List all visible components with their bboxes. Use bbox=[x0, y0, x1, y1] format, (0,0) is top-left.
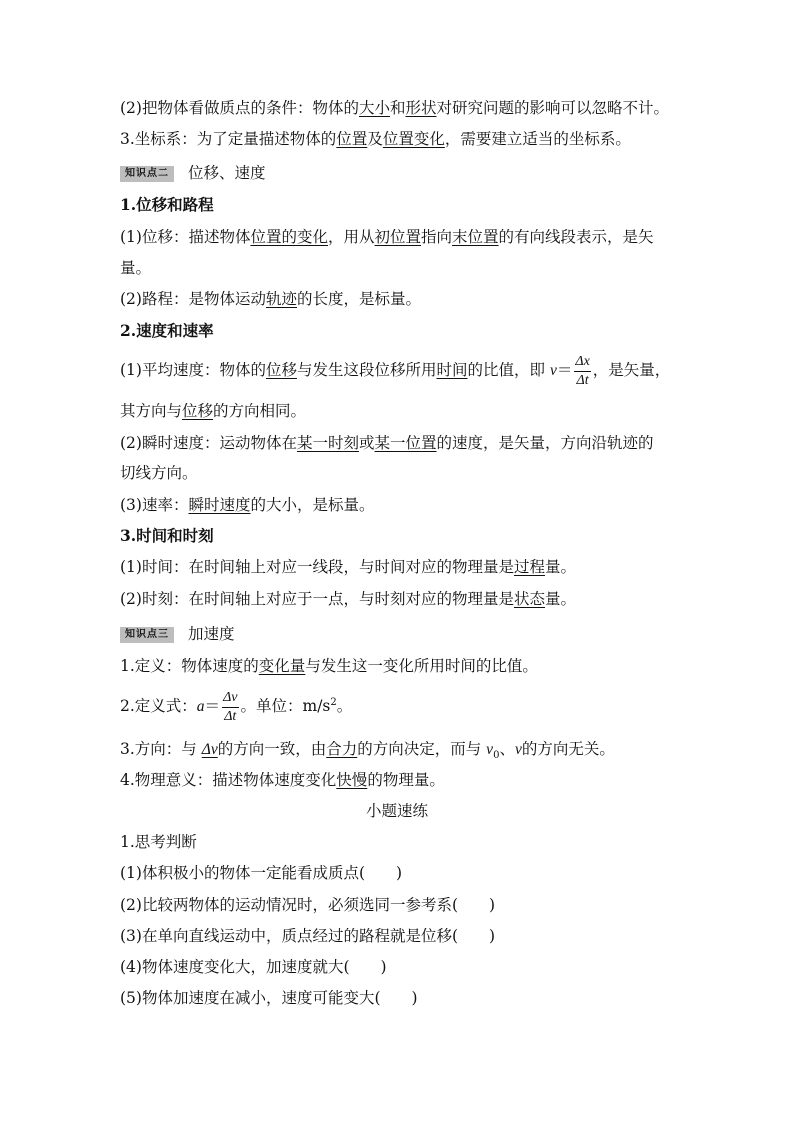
text-line bbox=[120, 738, 615, 761]
text: (1)位移：描述物体 bbox=[120, 228, 251, 246]
text: 与发生这一变化所用时间的比值。 bbox=[305, 657, 538, 675]
text-line bbox=[120, 226, 654, 248]
underlined-term: 合力 bbox=[326, 740, 358, 758]
text: (2)把物体看做质点的条件：物体的 bbox=[120, 99, 359, 117]
text: (1)平均速度：物体的 bbox=[120, 361, 266, 379]
text: (1)时间：在时间轴上对应一线段，与时间对应的物理量是 bbox=[120, 558, 514, 576]
text: 其方向与 bbox=[120, 402, 183, 420]
fraction-denominator: Δt bbox=[224, 708, 237, 724]
question-item: (5)物体加速度在减小，速度可能变大( ) bbox=[120, 989, 418, 1007]
text: 、 bbox=[499, 740, 515, 758]
text: 与发生这段位移所用 bbox=[296, 361, 437, 379]
underlined-term: 位移 bbox=[265, 361, 297, 379]
text: 。单位：m/s bbox=[240, 697, 331, 715]
formula-fraction bbox=[222, 691, 238, 724]
underlined-term: 形状 bbox=[405, 99, 437, 117]
text-line bbox=[120, 769, 445, 791]
underlined-term: 位置的变化 bbox=[250, 228, 328, 246]
text-line bbox=[120, 97, 669, 119]
text: 的方向决定，而与 bbox=[357, 740, 487, 758]
question-item: (4)物体速度变化大，加速度就大( ) bbox=[120, 958, 387, 976]
superscript: 2 bbox=[330, 696, 337, 708]
text: 3.坐标系：为了定量描述物体的 bbox=[120, 130, 337, 148]
text: 指向 bbox=[421, 228, 453, 246]
question-item: (2)比较两物体的运动情况时，必须选同一参考系( ) bbox=[120, 896, 496, 914]
underlined-term: 过程 bbox=[513, 558, 545, 576]
text: 的速度，是矢量，方向沿轨迹的 bbox=[436, 434, 654, 452]
text-line bbox=[120, 655, 538, 677]
formula-variable: v bbox=[549, 362, 557, 379]
text-line bbox=[120, 400, 306, 422]
underlined-term: 初位置 bbox=[374, 228, 422, 246]
text: 的比值，即 bbox=[467, 361, 550, 379]
underlined-term: 末位置 bbox=[452, 228, 499, 246]
underlined-term: 位置 bbox=[336, 130, 368, 148]
underlined-term: 状态 bbox=[513, 590, 545, 608]
text-line bbox=[120, 494, 375, 516]
text: 2.定义式： bbox=[120, 697, 197, 715]
formula-operator: ＝ bbox=[556, 361, 573, 379]
fraction-numerator: Δv bbox=[222, 691, 238, 708]
question-heading: 1.思考判断 bbox=[120, 833, 197, 851]
text: 的方向一致，由 bbox=[217, 740, 327, 758]
text: 的大小，是标量。 bbox=[250, 496, 375, 514]
knowledge-point-tag: 知识点三 bbox=[120, 627, 174, 643]
text: (2)时刻：在时间轴上对应于一点，与时刻对应的物理量是 bbox=[120, 590, 514, 608]
fraction-denominator: Δt bbox=[576, 372, 589, 388]
underlined-term: 某一时刻 bbox=[296, 434, 359, 452]
question-item: (1)体积极小的物体一定能看成质点( ) bbox=[120, 864, 403, 882]
text: 的方向无关。 bbox=[521, 740, 615, 758]
text: 的有向线段表示，是矢 bbox=[498, 228, 654, 246]
text: 的长度，是标量。 bbox=[296, 290, 421, 308]
text-line: 切线方向。 bbox=[120, 464, 198, 482]
text: 量。 bbox=[544, 590, 576, 608]
text: 及 bbox=[367, 130, 383, 148]
text: (2)瞬时速度：运动物体在 bbox=[120, 434, 297, 452]
text: 1.定义：物体速度的 bbox=[120, 657, 259, 675]
text: 和 bbox=[389, 99, 406, 117]
formula-variable: v bbox=[514, 741, 522, 758]
text-line: 量。 bbox=[120, 259, 152, 277]
text: 或 bbox=[358, 434, 375, 452]
underlined-term: 某一位置 bbox=[374, 434, 437, 452]
underlined-term: Δv bbox=[201, 741, 218, 758]
text: 的物理量。 bbox=[367, 771, 445, 789]
section-title: 位移、速度 bbox=[188, 164, 266, 182]
text: 对研究问题的影响可以忽略不计。 bbox=[436, 99, 670, 117]
subheading: 1.位移和路程 bbox=[120, 195, 214, 214]
text: 的方向相同。 bbox=[213, 402, 307, 420]
text-line-with-formula bbox=[120, 350, 670, 390]
underlined-term: 轨迹 bbox=[265, 290, 297, 308]
underlined-term: 时间 bbox=[436, 361, 468, 379]
section-title: 加速度 bbox=[188, 625, 235, 643]
subscript: 0 bbox=[493, 750, 500, 762]
formula-operator: ＝ bbox=[204, 697, 221, 715]
underlined-term: 变化量 bbox=[258, 657, 306, 675]
knowledge-point-tag: 知识点二 bbox=[120, 166, 174, 182]
text: ，是矢量， bbox=[592, 361, 671, 379]
formula-variable: v bbox=[486, 741, 494, 758]
text: 3.方向：与 bbox=[120, 740, 202, 758]
subheading: 3.时间和时刻 bbox=[120, 526, 214, 545]
practice-heading: 小题速练 bbox=[365, 802, 428, 820]
text-line bbox=[120, 588, 576, 610]
text-line bbox=[120, 556, 576, 578]
text: ，需要建立适当的坐标系。 bbox=[444, 130, 631, 148]
question-item: (3)在单向直线运动中，质点经过的路程就是位移( ) bbox=[120, 927, 496, 945]
subheading: 2.速度和速率 bbox=[120, 321, 214, 340]
text-line-with-formula bbox=[120, 686, 352, 726]
formula-variable: a bbox=[196, 698, 205, 715]
text: (3)速率： bbox=[120, 496, 189, 514]
text-line bbox=[120, 288, 421, 310]
text: 4.物理意义：描述物体速度变化 bbox=[120, 771, 337, 789]
fraction-numerator: Δx bbox=[574, 355, 590, 372]
underlined-term: 位移 bbox=[182, 402, 214, 420]
text: 。 bbox=[336, 697, 353, 715]
underlined-term: 大小 bbox=[358, 99, 390, 117]
underlined-term: 位置变化 bbox=[382, 130, 445, 148]
formula-fraction bbox=[574, 355, 590, 388]
text: ，用从 bbox=[327, 228, 375, 246]
text: (2)路程：是物体运动 bbox=[120, 290, 266, 308]
underlined-term: 快慢 bbox=[336, 771, 368, 789]
text: 量。 bbox=[544, 558, 576, 576]
text-line bbox=[120, 432, 654, 454]
text-line bbox=[120, 128, 631, 150]
underlined-term: 瞬时速度 bbox=[188, 496, 251, 514]
section-heading-3 bbox=[120, 623, 235, 645]
section-heading-2 bbox=[120, 162, 266, 184]
